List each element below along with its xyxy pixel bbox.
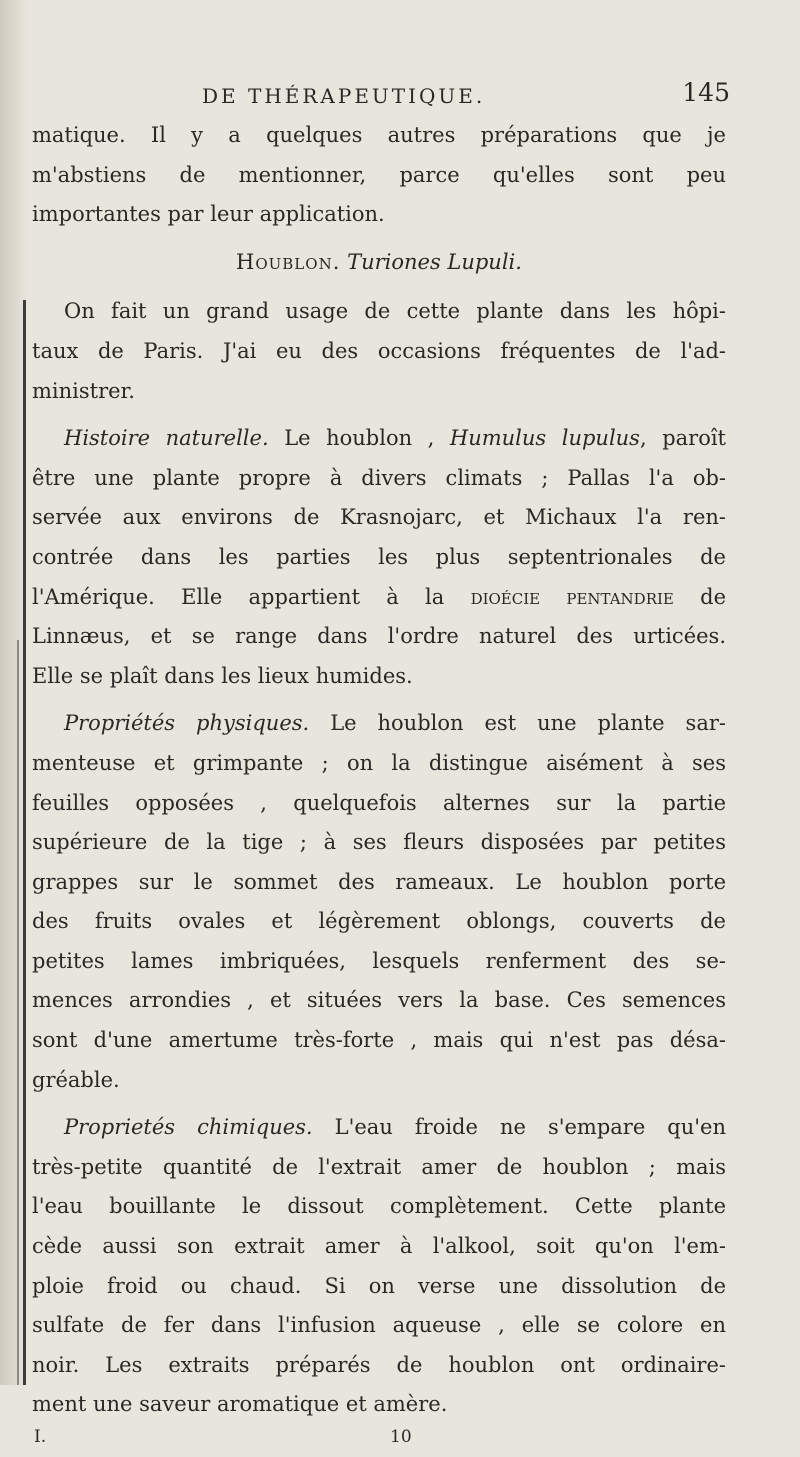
paragraph-usage <box>28 292 730 411</box>
intro-paragraph <box>28 116 730 235</box>
latin-name: Humulus lupulus <box>449 426 640 451</box>
paragraph-physical-properties <box>28 704 730 1100</box>
linnaean-class: dioécie pentandrie <box>470 584 674 609</box>
text-line: On fait un grand usage de cette plante dans les hôpi- <box>64 299 726 324</box>
text-line: grappes sur le sommet des rameaux. Le houblon porte <box>32 869 726 894</box>
paragraph-natural-history <box>28 419 730 696</box>
text-line: l'eau bouillante le dissout complètement. Cette plante <box>32 1194 726 1219</box>
sheet-number: 10 <box>390 1427 412 1447</box>
running-head <box>90 72 730 116</box>
text-line: sulfate de fer dans l'infusion aqueuse , elle se colore en <box>32 1313 726 1338</box>
text-line: feuilles opposées , quelquefois alternes sur la partie <box>32 790 726 815</box>
text-line: cède aussi son extrait amer à l'alkool, soit qu'on l'em- <box>32 1234 726 1259</box>
text-line: contrée dans les parties les plus septentrionales de <box>32 544 726 569</box>
text-line: supérieure de la tige ; à ses fleurs disposées par petites <box>32 830 726 855</box>
text-span: Le houblon est une plante sar- <box>330 711 726 736</box>
text-line: importantes par leur application. <box>32 202 385 227</box>
text-line: servée aux environs de Krasnojarc, et Michaux l'a ren- <box>32 505 726 530</box>
text-line <box>28 1108 730 1148</box>
text-line: ministrer. <box>32 378 135 403</box>
text-line: m'abstiens de mentionner, parce qu'elles sont peu <box>32 162 726 187</box>
binding-shadow-inner <box>17 640 19 1385</box>
text-line: être une plante propre à divers climats ; Pallas l'a ob- <box>32 465 726 490</box>
text-span: de <box>700 584 727 609</box>
paragraph-label: Proprietés chimiques. <box>64 1115 313 1140</box>
page-number: 145 <box>682 78 730 107</box>
text-line <box>28 578 730 618</box>
paragraph-label: Histoire naturelle. <box>64 426 269 451</box>
text-line: très-petite quantité de l'extrait amer de houblon ; mais <box>32 1154 726 1179</box>
section-latin-name: Turiones Lupuli. <box>347 249 522 274</box>
text-line: Elle se plaît dans les lieux humides. <box>32 663 413 688</box>
text-line: taux de Paris. J'ai eu des occasions fréquentes de l'ad- <box>32 338 726 363</box>
binding-shadow <box>23 300 26 1385</box>
text-line: petites lames imbriquées, lesquels renferment des se- <box>32 948 726 973</box>
text-line <box>28 419 730 459</box>
text-line: sont d'une amertume très-forte , mais qui n'est pas désa- <box>32 1028 726 1053</box>
text-line: menteuse et grimpante ; on la distingue aisément à ses <box>32 750 726 775</box>
text-span: L'eau froide ne s'empare qu'en <box>334 1115 726 1140</box>
text-span: , paroît <box>639 426 726 451</box>
text-line: matique. Il y a quelques autres préparations que je <box>32 123 726 147</box>
paragraph-label: Propriétés physiques. <box>64 711 310 736</box>
text-span: Le houblon , <box>284 426 435 451</box>
text-line: des fruits ovales et légèrement oblongs, couverts de <box>32 909 726 934</box>
running-title: DE THÉRAPEUTIQUE. <box>202 84 486 108</box>
section-heading <box>28 243 730 283</box>
text-span: l'Amérique. Elle appartient à la <box>32 584 445 609</box>
paragraph-chemical-properties <box>28 1108 730 1425</box>
text-line: gréable. <box>32 1067 120 1092</box>
page-footer <box>28 1427 730 1457</box>
text-line <box>28 704 730 744</box>
signature-mark: I. <box>34 1427 47 1447</box>
book-page <box>28 72 730 1457</box>
text-line: noir. Les extraits préparés de houblon ont ordinaire- <box>32 1352 726 1377</box>
section-name: Houblon. <box>236 249 341 274</box>
text-line: mences arrondies , et situées vers la base. Ces semences <box>32 988 726 1013</box>
text-line: ploie froid ou chaud. Si on verse une dissolution de <box>32 1273 726 1298</box>
text-line: ment une saveur aromatique et amère. <box>32 1392 448 1417</box>
text-line: Linnæus, et se range dans l'ordre naturel des urticées. <box>32 624 726 649</box>
